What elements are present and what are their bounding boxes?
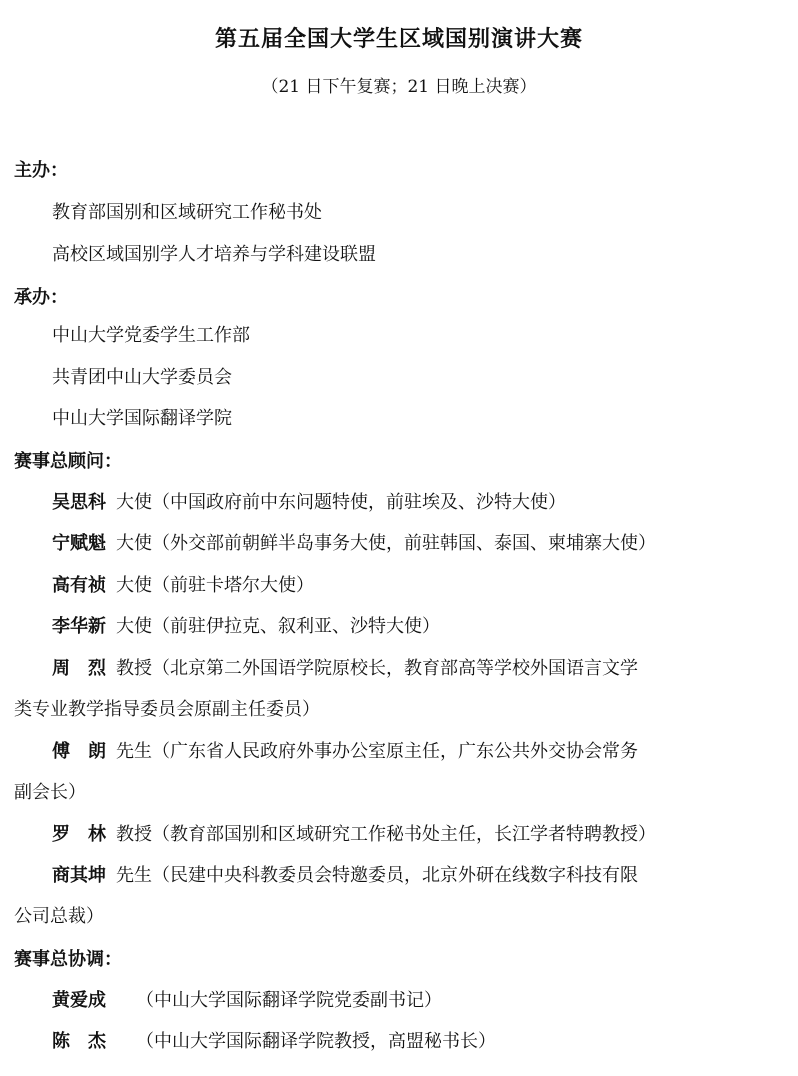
- advisor-desc: 大使（外交部前朝鲜半岛事务大使，前驻韩国、泰国、柬埔寨大使）: [116, 533, 656, 554]
- advisor-entry: [52, 737, 798, 763]
- hosts-heading: 主办：: [14, 160, 68, 181]
- advisor-name: 罗 林: [52, 824, 106, 845]
- advisor-name: 吴思科: [52, 492, 106, 513]
- advisor-desc: 大使（前驻伊拉克、叙利亚、沙特大使）: [116, 616, 440, 637]
- document-subtitle: （21 日下午复赛；21 日晚上决赛）: [261, 77, 537, 97]
- advisor-name: 高有祯: [52, 575, 106, 596]
- advisor-name: 商其坤: [52, 865, 106, 886]
- advisor-desc: 教授（北京第二外国语学院原校长，教育部高等学校外国语言文学: [116, 658, 638, 679]
- advisor-entry: [52, 529, 798, 555]
- coordinator-desc: （中山大学国际翻译学院党委副书记）: [136, 990, 442, 1011]
- organizers-heading: 承办：: [14, 287, 68, 308]
- coordinator-entry: [52, 1027, 798, 1053]
- advisor-desc: 先生（广东省人民政府外事办公室原主任，广东公共外交协会常务: [116, 741, 638, 762]
- organizer-item: 中山大学党委学生工作部: [52, 325, 250, 346]
- document-title: 第五届全国大学生区域国别演讲大赛: [214, 27, 583, 52]
- advisor-desc-continued: 公司总裁）: [14, 906, 104, 927]
- coordinator-entry: [52, 986, 798, 1012]
- advisor-desc: 先生（民建中央科教委员会特邀委员，北京外研在线数字科技有限: [116, 865, 638, 886]
- advisor-desc: 大使（前驻卡塔尔大使）: [116, 575, 314, 596]
- coordinator-name: 陈 杰: [52, 1031, 106, 1052]
- advisors-heading: 赛事总顾问：: [14, 451, 122, 472]
- advisor-entry: [52, 571, 798, 597]
- host-item: 高校区域国别学人才培养与学科建设联盟: [52, 244, 376, 265]
- coordinator-name: 黄爱成: [52, 990, 106, 1011]
- advisor-entry: [52, 612, 798, 638]
- advisor-desc: 教授（教育部国别和区域研究工作秘书处主任，长江学者特聘教授）: [116, 824, 656, 845]
- advisor-name: 傅 朗: [52, 741, 106, 762]
- coordinators-heading: 赛事总协调：: [14, 949, 122, 970]
- advisor-desc: 大使（中国政府前中东问题特使，前驻埃及、沙特大使）: [116, 492, 566, 513]
- advisor-desc-continued: 类专业教学指导委员会原副主任委员）: [14, 699, 320, 720]
- coordinator-desc: （中山大学国际翻译学院教授，高盟秘书长）: [136, 1031, 496, 1052]
- advisor-name: 宁赋魁: [52, 533, 106, 554]
- host-item: 教育部国别和区域研究工作秘书处: [52, 202, 322, 223]
- advisor-name: 李华新: [52, 616, 106, 637]
- advisor-name: 周 烈: [52, 658, 106, 679]
- advisor-entry: [52, 820, 798, 846]
- advisor-entry: [52, 861, 798, 887]
- advisor-entry: [52, 654, 798, 680]
- organizer-item: 中山大学国际翻译学院: [52, 408, 232, 429]
- advisor-entry: [52, 488, 798, 514]
- advisor-desc-continued: 副会长）: [14, 782, 86, 803]
- organizer-item: 共青团中山大学委员会: [52, 367, 232, 388]
